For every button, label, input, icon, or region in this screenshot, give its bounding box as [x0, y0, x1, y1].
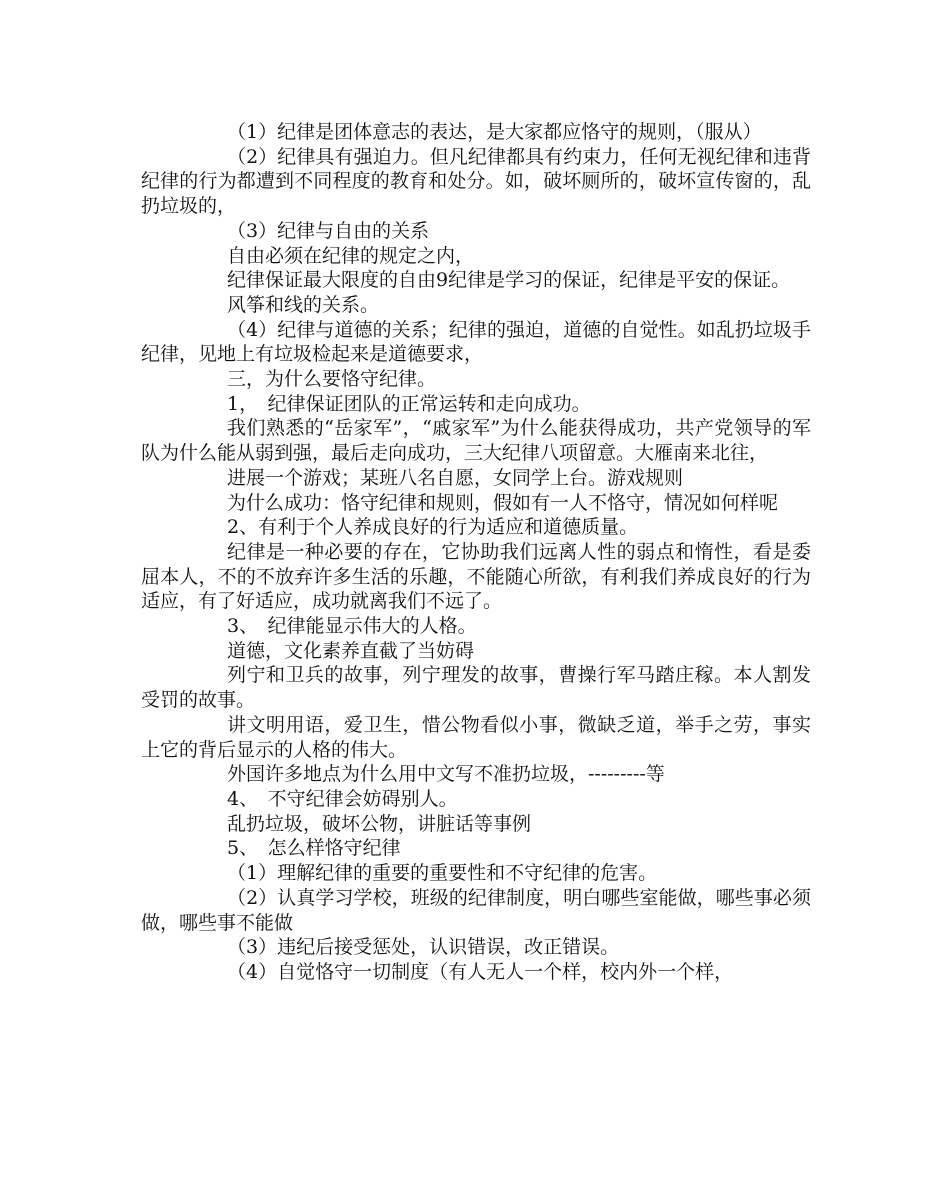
paragraph-9: 1， 纪律保证团队的正常运转和走向成功。: [227, 392, 591, 415]
paragraph-25: （3）违纪后接受惩处，认识错误，改正错误。: [227, 936, 620, 959]
paragraph-18: 讲文明用语，爱卫生，惜公物看似小事，微缺乏道，举手之劳，事实上它的背后显示的人格的伟大。: [141, 713, 811, 761]
paragraph-21: 乱扔垃圾，破坏公物，讲脏话等事例: [227, 812, 532, 835]
paragraph-8: 三，为什么要恪守纪律。: [227, 368, 437, 391]
paragraph-15: 3、 纪律能显示伟大的人格。: [227, 615, 477, 638]
paragraph-22: 5、 怎么样恪守纪律: [227, 837, 401, 860]
paragraph-13: 2、有利于个人养成良好的行为适应和道德质量。: [227, 516, 639, 539]
paragraph-19: 外国许多地点为什么用中文写不准扔垃圾，---------等: [227, 763, 665, 786]
paragraph-4: 自由必须在纪律的规定之内，: [227, 244, 475, 267]
paragraph-5: 纪律保证最大限度的自由9纪律是学习的保证，纪律是平安的保证。: [227, 269, 791, 292]
paragraph-12: 为什么成功：恪守纪律和规则，假如有一人不恪守，情况如何样呢: [227, 491, 779, 514]
paragraph-26: （4）自觉恪守一切制度（有人无人一个样，校内外一个样，: [227, 960, 734, 983]
document-body: [141, 120, 811, 985]
paragraph-24: （2）认真学习学校，班级的纪律制度，明白哪些室能做，哪些事必须做，哪些事不能做: [141, 886, 811, 934]
paragraph-20: 4、 不守纪律会妨碍别人。: [227, 787, 458, 810]
paragraph-16: 道德，文化素养直截了当妨碍: [227, 639, 475, 662]
paragraph-17: 列宁和卫兵的故事，列宁理发的故事，曹操行军马踏庄稼。本人割发受罚的故事。: [141, 664, 811, 712]
paragraph-2: （2）纪律具有强迫力。但凡纪律都具有约束力，任何无视纪律和违背纪律的行为都遭到不同程度的教育和处分。如，破坏厕所的，破坏宣传窗的，乱扔垃圾的，: [141, 145, 811, 218]
paragraph-11: 进展一个游戏；某班八名自愿，女同学上台。游戏规则: [227, 466, 684, 489]
paragraph-1: （1）纪律是团体意志的表达，是大家都应恪守的规则，（服从）: [227, 121, 762, 143]
paragraph-7: （4）纪律与道德的关系；纪律的强迫，道德的自觉性。如乱扔垃圾手纪律，见地上有垃圾检起来是道德要求，: [141, 318, 811, 366]
paragraph-6: 风筝和线的关系。: [227, 293, 380, 316]
paragraph-10: 我们熟悉的“岳家军”，“戚家军”为什么能获得成功，共产党领导的军队为什么能从弱到强，最后走向成功，三大纪律八项留意。大雁南来北往，: [141, 417, 811, 465]
paragraph-14: 纪律是一种必要的存在，它协助我们远离人性的弱点和惰性，看是委屈本人，不的不放弃许多生活的乐趣，不能随心所欲，有利我们养成良好的行为适应，有了好适应，成功就离我们不远了。: [141, 540, 811, 613]
paragraph-3: （3）纪律与自由的关系: [227, 219, 430, 242]
paragraph-23: （1）理解纪律的重要的重要性和不守纪律的危害。: [227, 862, 658, 885]
